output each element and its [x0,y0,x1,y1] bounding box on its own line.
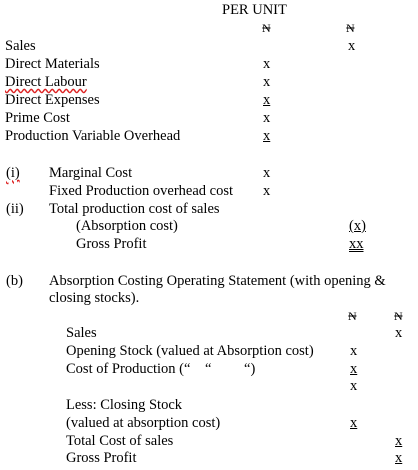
marker-i [6,166,20,181]
row-label-direct-expenses: Direct Expenses [5,92,100,108]
row-value-gross-profit-i: xx [349,236,364,252]
row-value-b-gross-profit: x [395,450,403,466]
marker-i-text: (i) [6,165,20,181]
row-value-sales: x [348,38,356,54]
currency-header-col2: ₦ [346,21,355,35]
row-label-production-variable-overhead: Production Variable Overhead [5,128,181,144]
row-value-b-sales: x [395,325,403,341]
row-value-prime-cost: x [263,110,271,126]
row-value-total-cost-of-sales: x [395,433,403,449]
row-value-opening-stock: x [350,343,358,359]
row-value-subtotal: x [350,378,358,394]
statement-title-line2: closing stocks). [49,290,140,306]
row-value-absorption-cost: (x) [349,218,366,234]
row-value-cost-of-production: x [350,361,358,377]
currency-b-col1: ₦ [348,309,357,323]
row-label-b-gross-profit: Gross Profit [66,450,137,466]
row-value-marginal-cost: x [263,165,271,181]
row-label-sales: Sales [5,38,36,54]
row-label-total-cost-of-sales: Total Cost of sales [66,433,174,449]
marker-ii: (ii) [6,201,24,217]
row-label-marginal-cost: Marginal Cost [49,165,133,181]
page-title: PER UNIT [222,2,287,18]
row-label-gross-profit-i: Gross Profit [76,236,147,252]
row-label-b-sales: Sales [66,325,97,341]
row-label-direct-labour [5,75,87,90]
row-label-total-production-cost: Total production cost of sales [49,201,220,217]
row-value-fixed-production-overhead: x [263,183,271,199]
row-value-direct-expenses: x [263,92,271,108]
row-value-direct-labour: x [263,74,271,90]
row-label-cost-of-production: Cost of Production (“ “ “) [66,361,256,377]
statement-title-line1: Absorption Costing Operating Statement (with opening & [49,273,386,289]
row-label-fixed-production-overhead: Fixed Production overhead cost [49,183,234,199]
row-value-direct-materials: x [263,56,271,72]
direct-labour-text: Direct Labour [5,74,87,90]
row-value-production-variable-overhead: x [263,128,271,144]
row-label-absorption-cost: (Absorption cost) [76,218,178,234]
row-label-prime-cost: Prime Cost [5,110,70,126]
row-value-closing-stock: x [350,415,358,431]
row-label-valued-absorption: (valued at absorption cost) [66,415,221,431]
row-label-direct-materials: Direct Materials [5,56,100,72]
row-label-opening-stock: Opening Stock (valued at Absorption cost) [66,343,314,359]
row-label-less-closing-stock: Less: Closing Stock [66,397,183,413]
marker-b: (b) [6,273,23,289]
currency-b-col2: ₦ [394,309,403,323]
currency-header-col1: ₦ [262,21,271,35]
